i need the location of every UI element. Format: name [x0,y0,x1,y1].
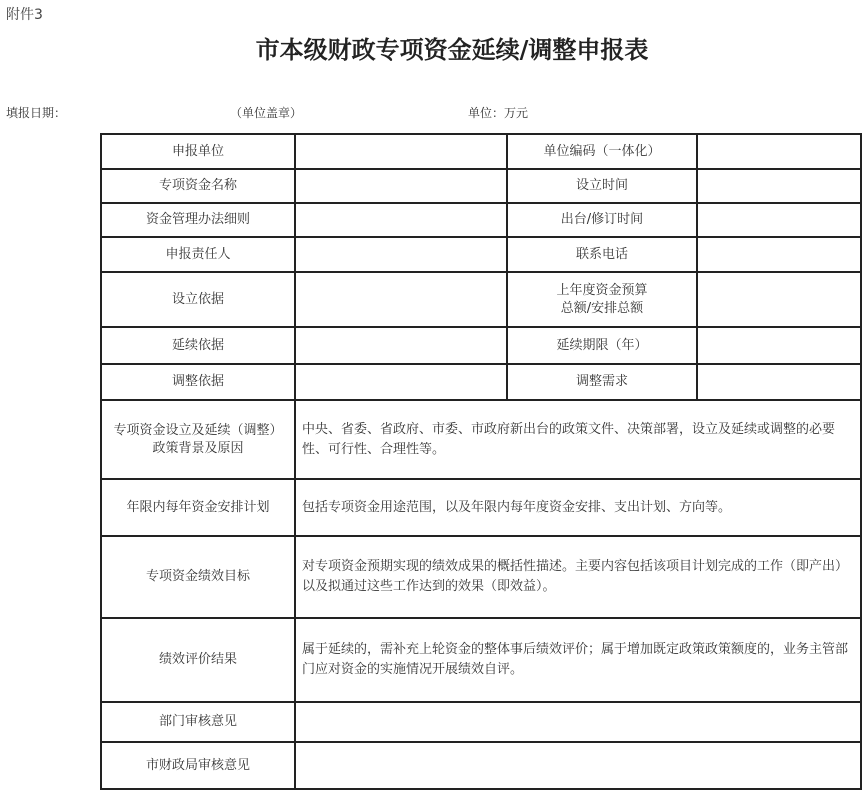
contact-phone-field[interactable] [697,237,861,272]
evaluation-result-label: 绩效评价结果 [101,618,295,702]
policy-background-line1: 专项资金设立及延续（调整） [113,422,283,438]
table-row [101,702,861,742]
established-time-field[interactable] [697,169,861,203]
responsible-person-field[interactable] [295,237,507,272]
performance-target-description[interactable]: 对专项资金预期实现的绩效成果的概括性描述。主要内容包括该项目计划完成的工作（即产出）以及拟通过这些工作达到的效果（即效益）。 [295,536,861,618]
policy-background-line2: 政策背景及原因 [152,440,244,456]
adjustment-need-field[interactable] [697,364,861,400]
application-form-table [100,133,862,790]
attachment-number: 附件3 [6,7,43,23]
table-row [101,237,861,272]
table-row [101,536,861,618]
continuation-period-label: 延续期限（年） [507,327,697,364]
finance-bureau-review-label: 市财政局审核意见 [101,742,295,789]
adjustment-need-label: 调整需求 [507,364,697,400]
contact-phone-label: 联系电话 [507,237,697,272]
management-rules-field[interactable] [295,203,507,237]
adjustment-basis-field[interactable] [295,364,507,400]
prior-year-budget-label [507,272,697,327]
applicant-unit-label: 申报单位 [101,134,295,169]
performance-target-label: 专项资金绩效目标 [101,536,295,618]
annual-plan-label: 年限内每年资金安排计划 [101,479,295,536]
issue-revise-time-field[interactable] [697,203,861,237]
finance-bureau-review-field[interactable] [295,742,861,789]
policy-background-label [101,400,295,479]
table-row [101,327,861,364]
fund-name-label: 专项资金名称 [101,169,295,203]
table-row [101,134,861,169]
table-row [101,364,861,400]
table-row [101,618,861,702]
establishment-basis-field[interactable] [295,272,507,327]
responsible-person-label: 申报责任人 [101,237,295,272]
applicant-unit-field[interactable] [295,134,507,169]
continuation-period-field[interactable] [697,327,861,364]
issue-revise-time-label: 出台/修订时间 [507,203,697,237]
unit-label: 单位：万元 [468,106,529,120]
management-rules-label: 资金管理办法细则 [101,203,295,237]
continuation-basis-field[interactable] [295,327,507,364]
evaluation-result-description[interactable]: 属于延续的，需补充上轮资金的整体事后绩效评价；属于增加既定政策政策额度的，业务主管部门应对资金的实施情况开展绩效自评。 [295,618,861,702]
establishment-basis-label: 设立依据 [101,272,295,327]
policy-background-description[interactable]: 中央、省委、省政府、市委、市政府新出台的政策文件、决策部署，设立及延续或调整的必要性、可行性、合理性等。 [295,400,861,479]
unit-code-label: 单位编码（一体化） [507,134,697,169]
department-review-field[interactable] [295,702,861,742]
department-review-label: 部门审核意见 [101,702,295,742]
continuation-basis-label: 延续依据 [101,327,295,364]
annual-plan-description[interactable]: 包括专项资金用途范围，以及年限内每年度资金安排、支出计划、方向等。 [295,479,861,536]
seal-label: （单位盖章） [230,106,303,120]
table-row [101,742,861,789]
prior-year-budget-line2: 总额/安排总额 [560,300,644,316]
table-row [101,169,861,203]
table-row [101,479,861,536]
table-row [101,400,861,479]
unit-code-field[interactable] [697,134,861,169]
established-time-label: 设立时间 [507,169,697,203]
fill-date-label: 填报日期： [6,106,67,120]
table-row [101,272,861,327]
prior-year-budget-field[interactable] [697,272,861,327]
form-title: 市本级财政专项资金延续/调整申报表 [255,35,649,64]
fund-name-field[interactable] [295,169,507,203]
prior-year-budget-line1: 上年度资金预算 [556,282,648,298]
adjustment-basis-label: 调整依据 [101,364,295,400]
table-row [101,203,861,237]
